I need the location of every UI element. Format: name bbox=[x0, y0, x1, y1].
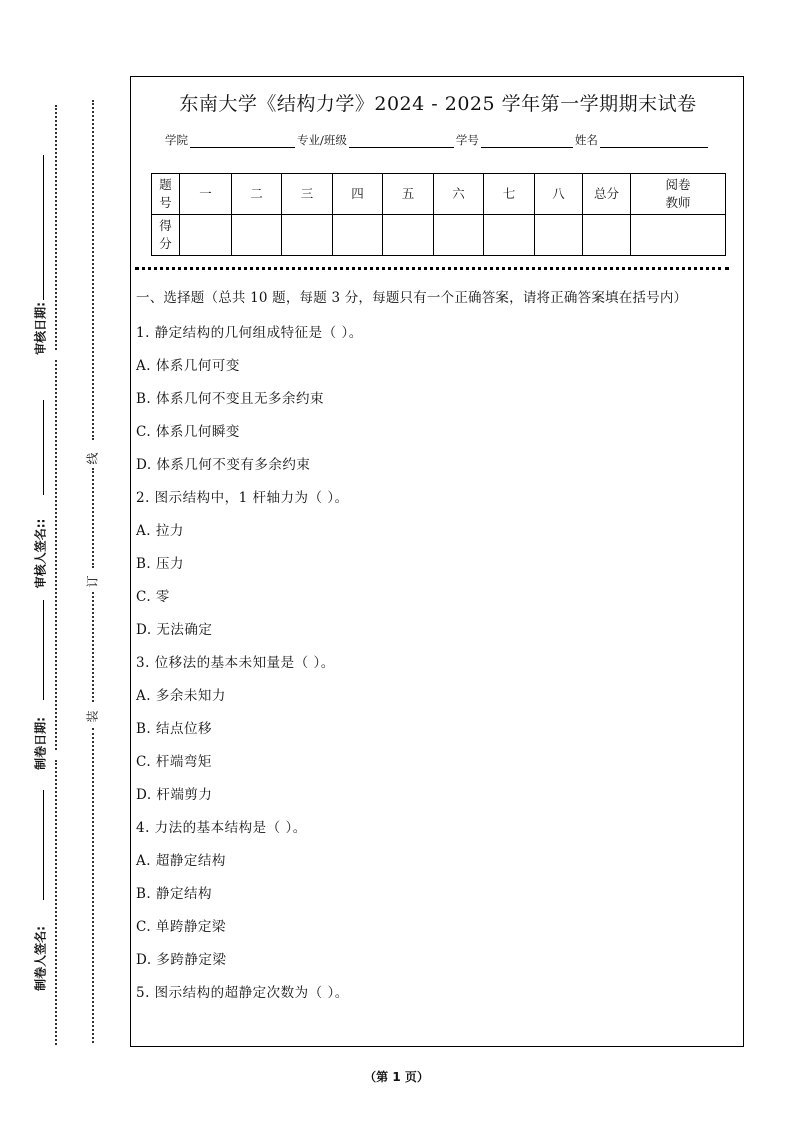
option-item[interactable]: C. 单跨静定梁 bbox=[136, 919, 226, 935]
option-item[interactable]: D. 体系几何不变有多余约束 bbox=[136, 457, 311, 473]
signature-line bbox=[43, 600, 44, 700]
binding-dotted-line bbox=[92, 592, 94, 702]
name-input[interactable] bbox=[600, 135, 708, 148]
exam-title: 东南大学《结构力学》2024 - 2025 学年第一学期期末试卷 bbox=[179, 93, 697, 115]
maker-sign-label: 制卷人签名: bbox=[33, 926, 48, 991]
score-cell[interactable] bbox=[535, 215, 583, 256]
option-item[interactable]: A. 超静定结构 bbox=[136, 853, 226, 869]
page-number: （第 1 页） bbox=[364, 1070, 429, 1084]
option-item[interactable]: D. 杆端剪力 bbox=[136, 787, 213, 803]
score-cell[interactable] bbox=[180, 215, 232, 256]
score-table bbox=[151, 173, 726, 256]
total-score-cell[interactable] bbox=[583, 215, 631, 256]
student-info-row bbox=[165, 132, 710, 148]
student-id-input[interactable] bbox=[481, 135, 573, 148]
binding-dotted-line bbox=[55, 760, 57, 1045]
grader-cell[interactable] bbox=[631, 215, 726, 256]
binding-char-ding: 订 bbox=[85, 575, 100, 588]
binding-dotted-line bbox=[55, 105, 57, 350]
student-id-label: 学号 bbox=[455, 133, 479, 147]
option-item[interactable]: C. 零 bbox=[136, 589, 170, 605]
question-stem: 4. 力法的基本结构是（ ）。 bbox=[136, 820, 307, 836]
option-item[interactable]: B. 压力 bbox=[136, 556, 185, 572]
score-column-header: 二 bbox=[232, 174, 282, 215]
score-column-header: 六 bbox=[434, 174, 484, 215]
option-item[interactable]: A. 体系几何可变 bbox=[136, 358, 240, 374]
binding-dotted-line bbox=[55, 360, 57, 750]
binding-dotted-line bbox=[92, 100, 94, 440]
review-date-label: 审核日期: bbox=[33, 302, 48, 355]
score-table-score-row bbox=[152, 215, 726, 256]
score-cell[interactable] bbox=[232, 215, 282, 256]
signature-line bbox=[43, 790, 44, 900]
score-column-header: 八 bbox=[535, 174, 583, 215]
total-score-header: 总分 bbox=[583, 174, 631, 215]
score-table-header-row bbox=[152, 174, 726, 215]
major-class-label: 专业/班级 bbox=[297, 133, 347, 147]
reviewer-sign-label: 审核人签名:: bbox=[33, 518, 48, 589]
question-stem: 2. 图示结构中，1 杆轴力为（ ）。 bbox=[136, 490, 349, 506]
option-item[interactable]: C. 体系几何瞬变 bbox=[136, 424, 240, 440]
score-cell[interactable] bbox=[282, 215, 333, 256]
name-label: 姓名 bbox=[574, 133, 598, 147]
signature-line bbox=[43, 155, 44, 300]
grader-header: 阅卷 教师 bbox=[631, 174, 726, 215]
score-column-header: 一 bbox=[180, 174, 232, 215]
exam-page-frame bbox=[130, 76, 744, 1047]
option-item[interactable]: B. 体系几何不变且无多余约束 bbox=[136, 391, 325, 407]
option-item[interactable]: D. 无法确定 bbox=[136, 622, 213, 638]
binding-char-zhuang: 装 bbox=[85, 710, 100, 723]
college-input[interactable] bbox=[190, 135, 295, 148]
binding-char-xian: 线 bbox=[85, 452, 100, 465]
section-intro: 一、选择题（总共 10 题，每题 3 分，每题只有一个正确答案，请将正确答案填在括号内） bbox=[136, 290, 688, 306]
option-item[interactable]: D. 多跨静定梁 bbox=[136, 952, 227, 968]
score-column-header: 五 bbox=[383, 174, 434, 215]
score-cell[interactable] bbox=[333, 215, 383, 256]
score-cell[interactable] bbox=[484, 215, 535, 256]
question-section bbox=[136, 287, 741, 1010]
score-column-header: 四 bbox=[333, 174, 383, 215]
signature-line bbox=[43, 400, 44, 495]
question-number-label: 题 号 bbox=[152, 174, 180, 215]
make-date-label: 制卷日期: bbox=[33, 717, 48, 770]
score-cell[interactable] bbox=[434, 215, 484, 256]
score-label: 得 分 bbox=[152, 215, 180, 256]
option-item[interactable]: A. 多余未知力 bbox=[136, 688, 226, 704]
question-stem: 3. 位移法的基本未知量是（ ）。 bbox=[136, 655, 335, 671]
score-cell[interactable] bbox=[383, 215, 434, 256]
section-divider bbox=[135, 267, 729, 270]
option-item[interactable]: B. 结点位移 bbox=[136, 721, 213, 737]
question-stem: 1. 静定结构的几何组成特征是（ ）。 bbox=[136, 325, 363, 341]
binding-dotted-line bbox=[92, 468, 94, 568]
binding-dotted-line bbox=[92, 728, 94, 1043]
score-column-header: 三 bbox=[282, 174, 333, 215]
major-class-input[interactable] bbox=[349, 135, 454, 148]
option-item[interactable]: C. 杆端弯矩 bbox=[136, 754, 212, 770]
score-column-header: 七 bbox=[484, 174, 535, 215]
college-label: 学院 bbox=[165, 133, 188, 147]
question-stem: 5. 图示结构的超静定次数为（ ）。 bbox=[136, 985, 349, 1001]
option-item[interactable]: B. 静定结构 bbox=[136, 886, 213, 902]
option-item[interactable]: A. 拉力 bbox=[136, 523, 184, 539]
